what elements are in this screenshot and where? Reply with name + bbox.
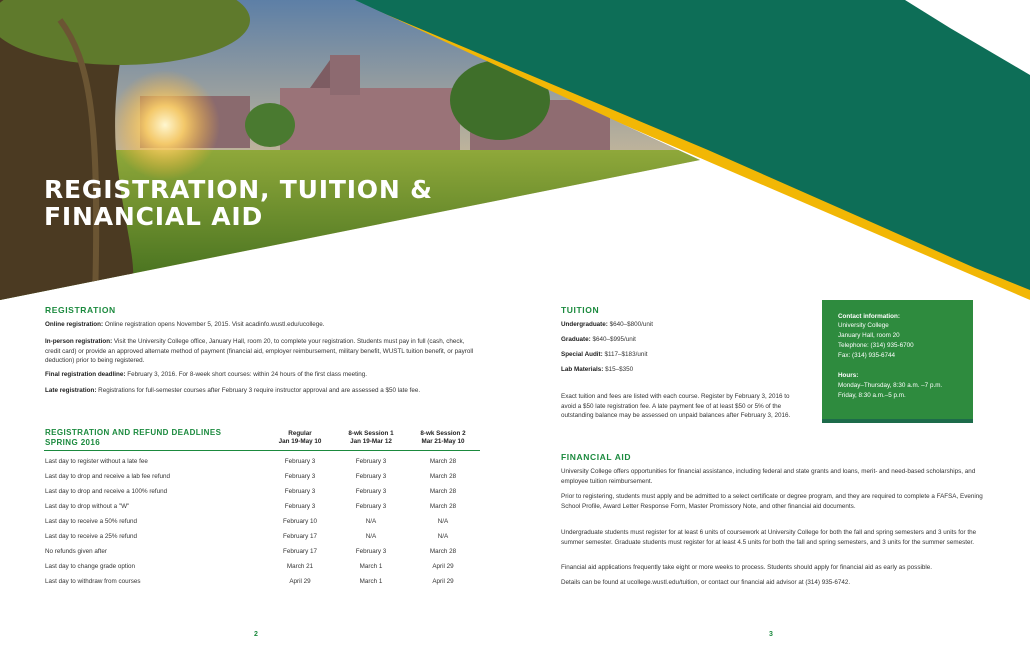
- table-row: [44, 533, 480, 548]
- graduate-label: Graduate:: [561, 336, 591, 343]
- column-dates: Jan 19-May 10: [278, 438, 322, 445]
- contact-line-2: January Hall, room 20: [838, 332, 900, 339]
- final-registration-label: Final registration deadline:: [45, 371, 126, 378]
- cell-session-2: March 28: [429, 473, 457, 480]
- cell-session-2: March 28: [429, 548, 457, 555]
- lab-materials-value: $15–$350: [603, 366, 634, 373]
- cell-session-1: February 3: [355, 458, 387, 465]
- financial-aid-heading: FINANCIAL AID: [561, 452, 632, 462]
- row-label: Last day to drop and receive a 100% refund: [45, 488, 168, 495]
- hours-heading: [838, 371, 858, 381]
- deadlines-heading-line-1: REGISTRATION AND REFUND DEADLINES: [45, 428, 222, 437]
- online-registration-label: Online registration:: [45, 321, 104, 328]
- undergraduate-tuition: [561, 320, 801, 330]
- cell-regular: February 10: [283, 518, 317, 525]
- tuition-heading: TUITION: [561, 305, 600, 315]
- tuition-note: Exact tuition and fees are listed with each course. Register by February 3, 2016 to avoid a $50 late registration fee. A late payment fee of at least $50 or 5% of the outstanding balance may be assessed on unpaid balances after February 3, 2016.: [561, 393, 791, 419]
- financial-aid-paragraph-5: Details can be found at ucollege.wustl.edu/tuition, or contact our financial aid advisor at (314) 935-6742.: [561, 579, 851, 586]
- column-dates: Mar 21-May 10: [421, 438, 465, 445]
- special-audit-value: $117–$183/unit: [602, 351, 648, 358]
- row-label: No refunds given after: [45, 548, 107, 555]
- deadlines-heading: [45, 428, 221, 448]
- contact-heading-text: Contact information:: [838, 313, 900, 320]
- column-name: 8-wk Session 2: [420, 430, 466, 437]
- late-registration-label: Late registration:: [45, 387, 97, 394]
- cell-session-2: April 29: [432, 578, 454, 585]
- cell-regular: February 17: [283, 533, 317, 540]
- inperson-registration-paragraph: [45, 337, 475, 366]
- hours-line-2: Friday, 8:30 a.m.–5 p.m.: [838, 392, 906, 399]
- row-label: Last day to receive a 25% refund: [45, 533, 138, 540]
- cell-regular: March 21: [286, 563, 314, 570]
- cell-session-2: April 29: [432, 563, 454, 570]
- table-row: [44, 473, 480, 488]
- row-label: Last day to drop and receive a lab fee refund: [45, 473, 170, 480]
- undergraduate-value: $640–$800/unit: [607, 321, 654, 328]
- cell-session-2: March 28: [429, 503, 457, 510]
- final-registration-text: February 3, 2016. For 8-week short courses: within 24 hours of the first class meeting.: [125, 371, 367, 378]
- row-label: Last day to register without a late fee: [45, 458, 148, 465]
- table-header-divider: [44, 450, 480, 451]
- row-label: Last day to withdraw from courses: [45, 578, 141, 585]
- contact-box-band: [822, 419, 973, 423]
- page-number-right: 3: [769, 631, 773, 638]
- cell-regular: February 3: [284, 503, 316, 510]
- cell-session-2: March 28: [429, 488, 457, 495]
- lab-materials-label: Lab Materials:: [561, 366, 604, 373]
- deadlines-heading-line-2: SPRING 2016: [45, 438, 101, 447]
- column-name: 8-wk Session 1: [348, 430, 394, 437]
- row-label: Last day to receive a 50% refund: [45, 518, 138, 525]
- cell-session-1: March 1: [359, 563, 383, 570]
- lab-materials-fee: [561, 365, 801, 375]
- table-row: [44, 578, 480, 593]
- title-line-2: FINANCIAL AID: [44, 202, 264, 231]
- contact-fax: Fax: (314) 935-6744: [838, 352, 896, 359]
- undergraduate-label: Undergraduate:: [561, 321, 608, 328]
- cell-session-2: N/A: [437, 518, 449, 525]
- page-title: [44, 176, 433, 230]
- table-row: [44, 488, 480, 503]
- table-row: [44, 563, 480, 578]
- contact-phone: Telephone: (314) 935-6700: [838, 342, 914, 349]
- special-audit-label: Special Audit:: [561, 351, 603, 358]
- title-line-1: REGISTRATION, TUITION &: [44, 175, 433, 204]
- late-registration-paragraph: [45, 386, 475, 396]
- hours-line-1: Monday–Thursday, 8:30 a.m. –7 p.m.: [838, 382, 943, 389]
- final-registration-paragraph: [45, 370, 475, 380]
- table-row: [44, 458, 480, 473]
- cell-session-1: February 3: [355, 473, 387, 480]
- online-registration-text: Online registration opens November 5, 2015. Visit acadinfo.wustl.edu/ucollege.: [103, 321, 325, 328]
- late-registration-text: Registrations for full-semester courses after February 3 require instructor approval and are assessed a $50 late fee.: [96, 387, 421, 394]
- cell-session-2: N/A: [437, 533, 449, 540]
- cell-session-1: February 3: [355, 548, 387, 555]
- column-name: Regular: [288, 430, 312, 437]
- registration-heading: REGISTRATION: [45, 305, 116, 315]
- contact-line-1: University College: [838, 322, 889, 329]
- inperson-registration-text: Visit the University College office, January Hall, room 20, to complete your registration. Students must pay in full (cash, check, credit card) or provide an approved alternate method of payment (financial aid, employer reimbursement, military benefit, WUSTL tuition benefit, or payroll deduction) prior to being registered.: [45, 338, 474, 364]
- column-header-session-2: [408, 430, 478, 446]
- special-audit-tuition: [561, 350, 801, 360]
- cell-regular: February 17: [283, 548, 317, 555]
- financial-aid-paragraph-4: Financial aid applications frequently take eight or more weeks to process. Students should apply for financial aid as early as possible.: [561, 564, 933, 571]
- column-dates: Jan 19-Mar 12: [350, 438, 392, 445]
- cell-session-1: N/A: [365, 533, 377, 540]
- cell-session-1: N/A: [365, 518, 377, 525]
- cell-regular: February 3: [284, 488, 316, 495]
- cell-regular: February 3: [284, 473, 316, 480]
- table-row: [44, 503, 480, 518]
- contact-box: [822, 300, 973, 423]
- financial-aid-paragraph-2: Prior to registering, students must apply and be admitted to a select certificate or degree program, and they are required to complete a FAFSA, Evening School Profile, Award Letter Response Form, Master Promissory Note, and other financial aid documents.: [561, 493, 983, 510]
- financial-aid-paragraph-3: Undergraduate students must register for at least 6 units of coursework at University College for both the fall and spring semesters and 3 units for the summer semester. Graduate students must register for at least 4.5 units for both the fall and spring semesters, and 3 units for the summer semester.: [561, 529, 977, 546]
- row-label: Last day to drop without a "W": [45, 503, 130, 510]
- cell-session-1: February 3: [355, 503, 387, 510]
- cell-session-1: March 1: [359, 578, 383, 585]
- graduate-tuition: [561, 335, 801, 345]
- inperson-registration-label: In-person registration:: [45, 338, 113, 345]
- hours-heading-text: Hours:: [838, 372, 859, 379]
- row-label: Last day to change grade option: [45, 563, 135, 570]
- graduate-value: $640–$995/unit: [590, 336, 636, 343]
- cell-regular: April 29: [289, 578, 311, 585]
- cell-session-2: March 28: [429, 458, 457, 465]
- online-registration-paragraph: [45, 320, 475, 330]
- page-number-left: 2: [254, 631, 258, 638]
- table-row: [44, 518, 480, 533]
- cell-regular: February 3: [284, 458, 316, 465]
- table-row: [44, 548, 480, 563]
- financial-aid-paragraph-1: University College offers opportunities for financial assistance, including federal and state grants and loans, merit- and need-based scholarships, and employee tuition reimbursement.: [561, 468, 976, 485]
- column-header-regular: [265, 430, 335, 446]
- column-header-session-1: [336, 430, 406, 446]
- campus-photo: [0, 0, 1030, 300]
- cell-session-1: February 3: [355, 488, 387, 495]
